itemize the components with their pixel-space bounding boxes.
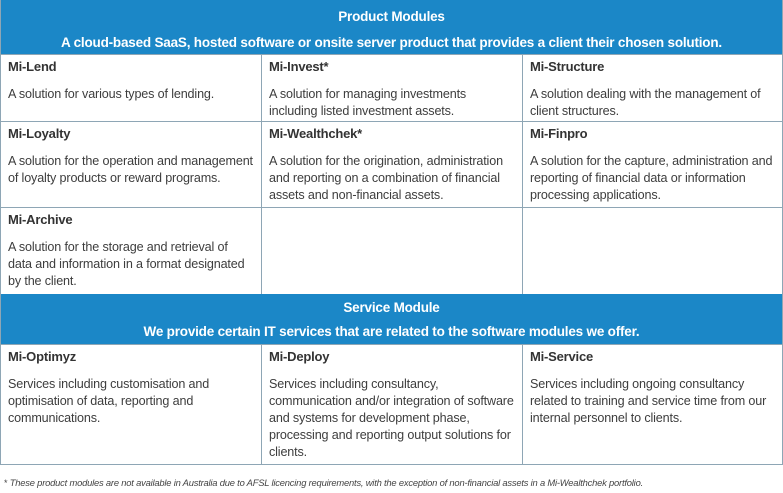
- module-name: Mi-Service: [530, 349, 594, 364]
- module-cell-mi-invest: [261, 55, 522, 121]
- module-name: Mi-Structure: [530, 59, 605, 74]
- module-name: Mi-Optimyz: [8, 349, 77, 364]
- product-modules-header: [1, 0, 782, 54]
- service-row: [1, 344, 782, 465]
- module-cell-mi-optimyz: [1, 345, 261, 464]
- module-description: Services including ongoing consultancy related to training and service time from our internal personnel to clients.: [530, 377, 767, 425]
- footnote-marker: *: [4, 478, 8, 488]
- module-description: A solution for the operation and management of loyalty products or reward programs.: [8, 154, 253, 185]
- module-name: Mi-Finpro: [530, 126, 588, 141]
- module-description: A solution dealing with the management of client structures.: [530, 87, 761, 118]
- module-cell-mi-deploy: [261, 345, 522, 464]
- module-name: Mi-Lend: [8, 59, 57, 74]
- module-description: A solution for the origination, administration and reporting on a combination of financial assets and non-financial assets.: [269, 154, 503, 202]
- module-description: Services including customisation and optimisation of data, reporting and communications.: [8, 377, 210, 425]
- module-cell-mi-service: [522, 345, 782, 464]
- module-description: A solution for managing investments including listed investment assets.: [269, 87, 467, 118]
- product-modules-title: Product Modules: [338, 9, 445, 24]
- empty-cell: [261, 208, 522, 294]
- module-name: Mi-Wealthchek*: [269, 126, 363, 141]
- service-module-title: Service Module: [343, 300, 440, 315]
- module-description: A solution for the capture, administration and reporting of financial data or information processing applications.: [530, 154, 773, 202]
- footnote: [4, 477, 643, 488]
- module-cell-mi-archive: [1, 208, 261, 294]
- product-row: [1, 207, 782, 294]
- module-name: Mi-Deploy: [269, 349, 330, 364]
- module-name: Mi-Loyalty: [8, 126, 71, 141]
- module-cell-mi-structure: [522, 55, 782, 121]
- product-row: [1, 121, 782, 207]
- module-cell-mi-finpro: [522, 122, 782, 207]
- module-cell-mi-wealthchek: [261, 122, 522, 207]
- module-name: Mi-Invest*: [269, 59, 329, 74]
- footnote-text: These product modules are not available in Australia due to AFSL licencing requirements, with the exception of non-financial assets in a Mi-Wealthchek portfolio.: [9, 477, 643, 488]
- module-name: Mi-Archive: [8, 212, 73, 227]
- module-description: A solution for various types of lending.: [8, 87, 215, 101]
- module-description: A solution for the storage and retrieval of data and information in a format designated by the client.: [8, 240, 245, 288]
- empty-cell: [522, 208, 782, 294]
- service-module-subtitle: We provide certain IT services that are related to the software modules we offer.: [143, 324, 640, 339]
- module-description: Services including consultancy, communication and/or integration of software and systems for development phase, processing and reporting output solutions for clients.: [269, 377, 514, 459]
- product-modules-subtitle: A cloud-based SaaS, hosted software or onsite server product that provides a client their chosen solution.: [61, 35, 722, 50]
- service-module-header: [1, 294, 782, 344]
- module-cell-mi-loyalty: [1, 122, 261, 207]
- module-cell-mi-lend: [1, 55, 261, 121]
- product-row: [1, 54, 782, 121]
